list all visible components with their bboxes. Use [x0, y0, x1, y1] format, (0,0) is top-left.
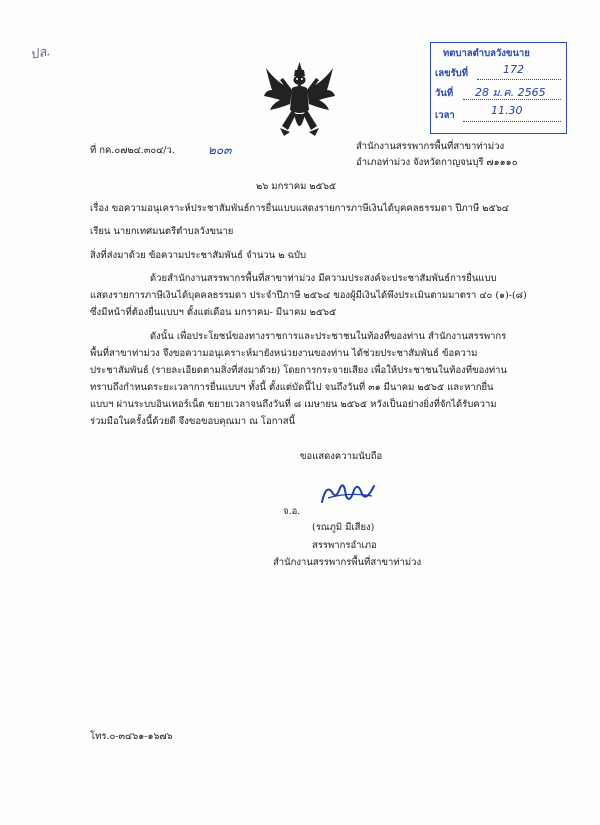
receipt-stamp [430, 42, 567, 134]
letter-subject: เรื่อง ขอความอนุเคราะห์ประชาสัมพันธ์การยื่นแบบแสดงรายการภาษีเงินได้บุคคลธรรมดา ปีภาษี ๒๕๖๔ [90, 203, 509, 214]
sender-address: อำเภอท่าม่วง จังหวัดกาญจนบุรี ๗๑๑๑๐ [356, 157, 518, 168]
paragraph-2-line: พื้นที่สาขาท่าม่วง จึงขอความอนุเคราะห์มายังหน่วยงานของท่าน ได้ช่วยประชาสัมพันธ์ ข้อความ [90, 348, 478, 359]
garuda-emblem [262, 60, 337, 140]
corner-handwritten-note: ปล. [28, 44, 52, 63]
letter-recipient: เรียน นายกเทศมนตรีตำบลวังขนาย [90, 226, 234, 237]
stamp-time-label: เวลา [435, 110, 455, 121]
paragraph-1-line: ด้วยสำนักงานสรรพากรพื้นที่สาขาท่าม่วง มีความประสงค์จะประชาสัมพันธ์การยื่นแบบ [150, 273, 497, 284]
letter-date: ๒๖ มกราคม ๒๕๖๕ [256, 181, 337, 192]
signatory-name: (รณภูมิ มีเสียง) [312, 522, 375, 533]
letter-enclosure: สิ่งที่ส่งมาด้วย ข้อความประชาสัมพันธ์ จำนวน ๒ ฉบับ [90, 250, 307, 261]
reference-number-value: ๒๐๓ [208, 143, 232, 157]
stamp-received-no-value: 172 [503, 63, 524, 76]
stamp-received-no-label: เลขรับที่ [435, 68, 468, 79]
paragraph-2-line: ดังนั้น เพื่อประโยชน์ของทางราชการและประชาชนในท้องที่ของท่าน สำนักงานสรรพากร [150, 331, 507, 342]
signatory-position: สรรพากรอำเภอ [312, 540, 377, 551]
stamp-title: ทตบาลตำบลวังขนาย [443, 48, 530, 59]
stamp-date-label: วันที่ [435, 88, 454, 99]
stamp-date-value: 28 ม.ค. 2565 [475, 86, 546, 99]
sender-office: สำนักงานสรรพากรพื้นที่สาขาท่าม่วง [356, 141, 505, 152]
paragraph-2-line: แบบฯ ผ่านระบบอินเทอร์เน็ต ขยายเวลาจนถึงวันที่ ๘ เมษายน ๒๕๖๕ หวังเป็นอย่างยิ่งที่จักได้รับความ [90, 399, 497, 410]
stamp-time-value: 11.30 [491, 104, 523, 117]
reference-number-label: ที่ กค.๐๗๒๔.๓๐๔/ว. [90, 145, 175, 156]
paragraph-2-line: ประชาสัมพันธ์ (รายละเอียดตามสิ่งที่ส่งมาด้วย) โดยการกระจายเสียง เพื่อให้ประชาชนในท้องที่ของท่าน [90, 365, 507, 376]
paragraph-2-line: ร่วมมือในครั้งนี้ด้วยดี จึงขอขอบคุณมา ณ โอกาสนี้ [90, 416, 296, 427]
closing-salutation: ขอแสดงความนับถือ [300, 451, 383, 462]
signatory-office: สำนักงานสรรพากรพื้นที่สาขาท่าม่วง [273, 557, 422, 568]
signature-prefix: จ.อ. [283, 506, 301, 517]
phone-number: โทร.๐-๓๔๖๑-๑๖๗๖ [90, 731, 173, 742]
paragraph-1-line: ซึ่งมีหน้าที่ต้องยื่นแบบฯ ตั้งแต่เดือน มกราคม- มีนาคม ๒๕๖๕ [90, 307, 337, 318]
paragraph-1-line: แสดงรายการภาษีเงินได้บุคคลธรรมดา ประจำปีภาษี ๒๕๖๔ ของผู้มีเงินได้พึงประเมินตามมาตรา ๔๐ (๑)-(๘) [90, 290, 527, 301]
handwritten-signature [318, 478, 378, 508]
paragraph-2-line: ทราบถึงกำหนดระยะเวลาการยื่นแบบฯ ทั้งนี้ ตั้งแต่บัดนี้ไป จนถึงวันที่ ๓๑ มีนาคม ๒๕๖๕ และหากยื่น [90, 382, 494, 393]
